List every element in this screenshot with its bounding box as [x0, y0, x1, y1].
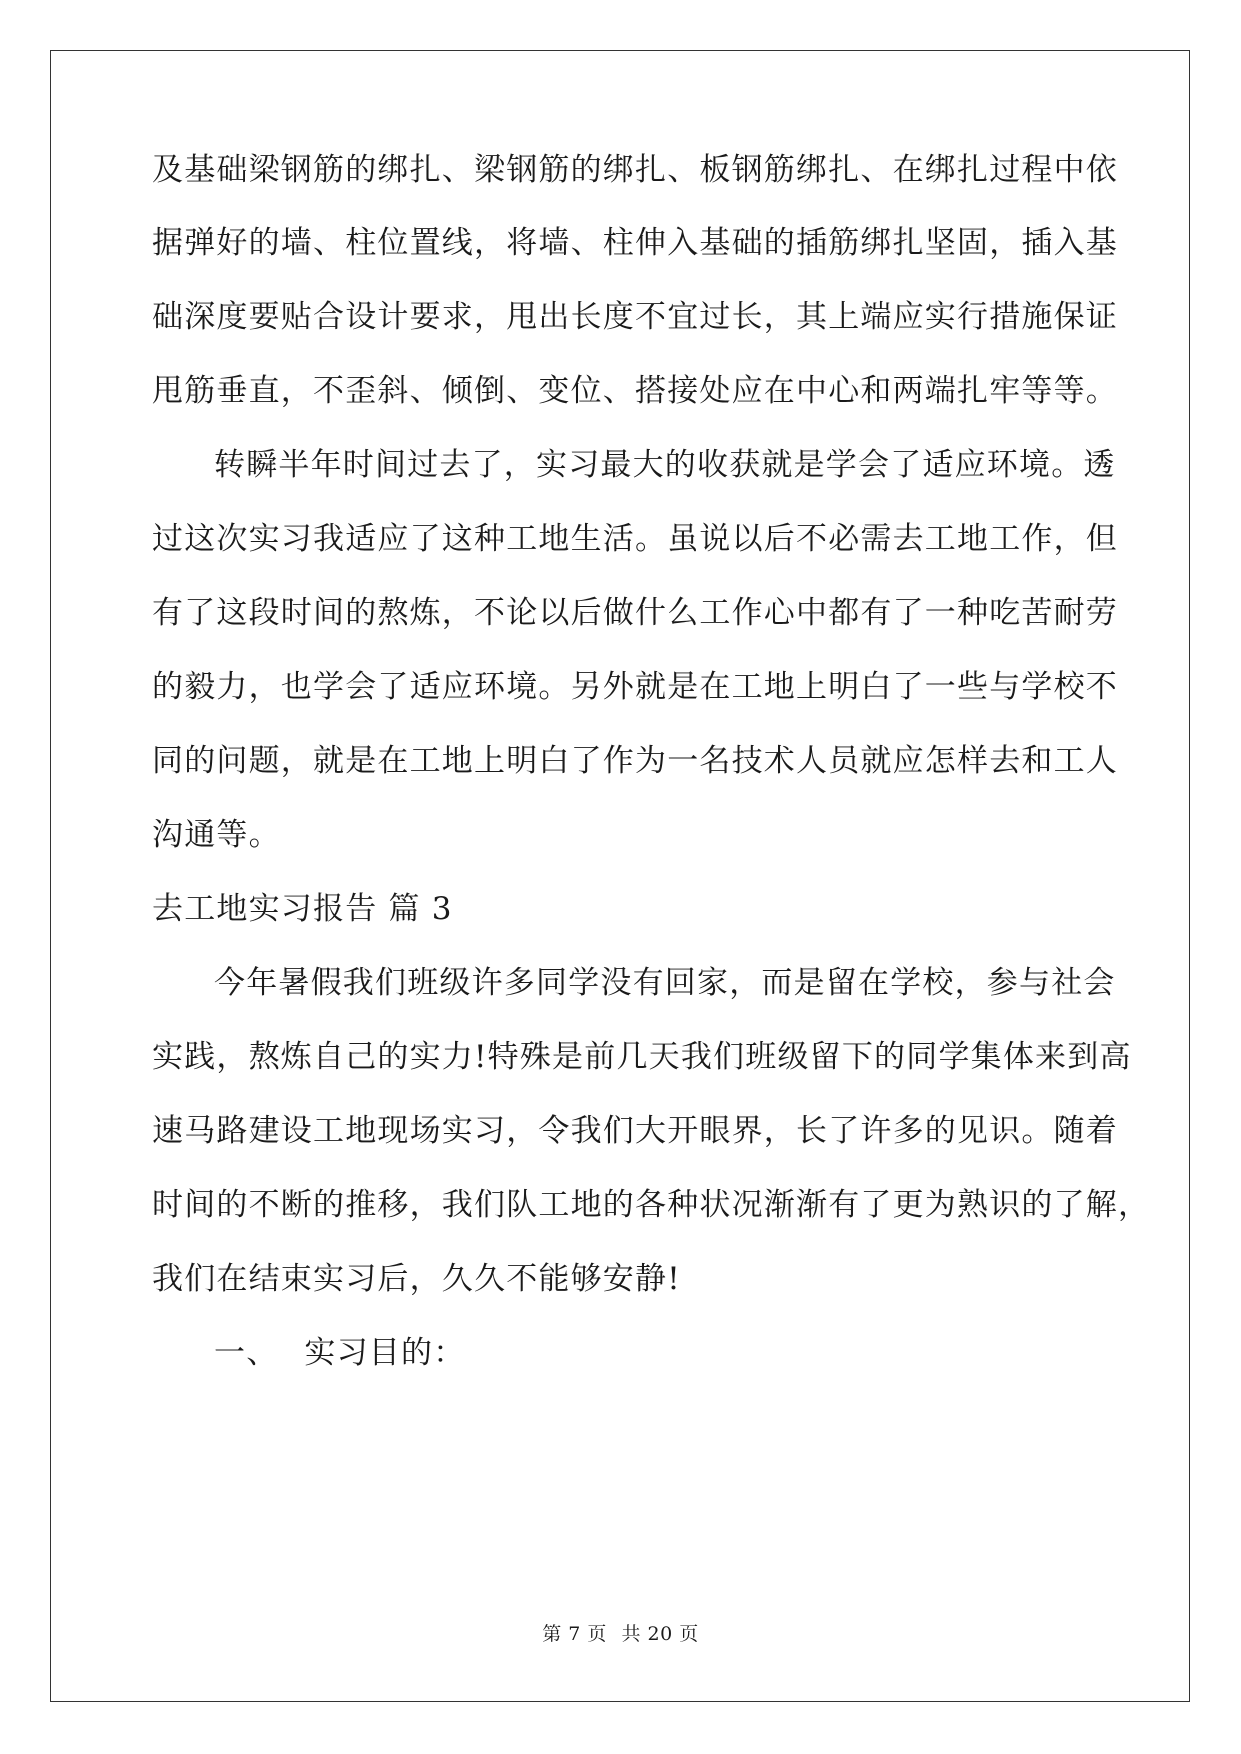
- para2-line-3: 有了这段时间的熬炼，不论以后做什么工作心中都有了一种吃苦耐劳: [152, 595, 1118, 631]
- list-item-purpose: [214, 1333, 1154, 1373]
- para3-line-1: 今年暑假我们班级许多同学没有回家，而是留在学校，参与社会: [214, 965, 1116, 1001]
- page-footer: [0, 1622, 1241, 1646]
- page-number: 第 7 页: [542, 1623, 607, 1645]
- para1-line-3: 础深度要贴合设计要求，甩出长度不宜过长，其上端应实行措施保证: [152, 299, 1118, 335]
- para3-line-2: 实践，熬炼自己的实力!特殊是前几天我们班级留下的同学集体来到高: [152, 1039, 1132, 1075]
- section-heading: 去工地实习报告 篇 3: [152, 891, 453, 927]
- para3-line-3: 速马路建设工地现场实习，令我们大开眼界，长了许多的见识。随着: [152, 1113, 1118, 1149]
- para1-line-4: 甩筋垂直，不歪斜、倾倒、变位、搭接处应在中心和两端扎牢等等。: [152, 373, 1118, 409]
- para3-line-5: 我们在结束实习后，久久不能够安静!: [152, 1261, 681, 1297]
- para2-line-2: 过这次实习我适应了这种工地生活。虽说以后不必需去工地工作，但: [152, 521, 1118, 557]
- para1-line-2: 据弹好的墙、柱位置线，将墙、柱伸入基础的插筋绑扎坚固，插入基: [152, 225, 1118, 261]
- list-text: 实习目的：: [304, 1335, 466, 1371]
- para2-line-1: 转瞬半年时间过去了，实习最大的收获就是学会了适应环境。透: [214, 447, 1116, 483]
- list-number: 一、: [214, 1335, 279, 1371]
- para2-line-5: 同的问题，就是在工地上明白了作为一名技术人员就应怎样去和工人: [152, 743, 1118, 779]
- page-total: 共 20 页: [621, 1623, 699, 1645]
- para2-line-6: 沟通等。: [152, 817, 281, 853]
- para3-line-4: 时间的不断的推移，我们队工地的各种状况渐渐有了更为熟识的了解，: [152, 1187, 1151, 1223]
- para1-line-1: 及基础梁钢筋的绑扎、梁钢筋的绑扎、板钢筋绑扎、在绑扎过程中依: [152, 152, 1118, 188]
- para2-line-4: 的毅力，也学会了适应环境。另外就是在工地上明白了一些与学校不: [152, 669, 1118, 705]
